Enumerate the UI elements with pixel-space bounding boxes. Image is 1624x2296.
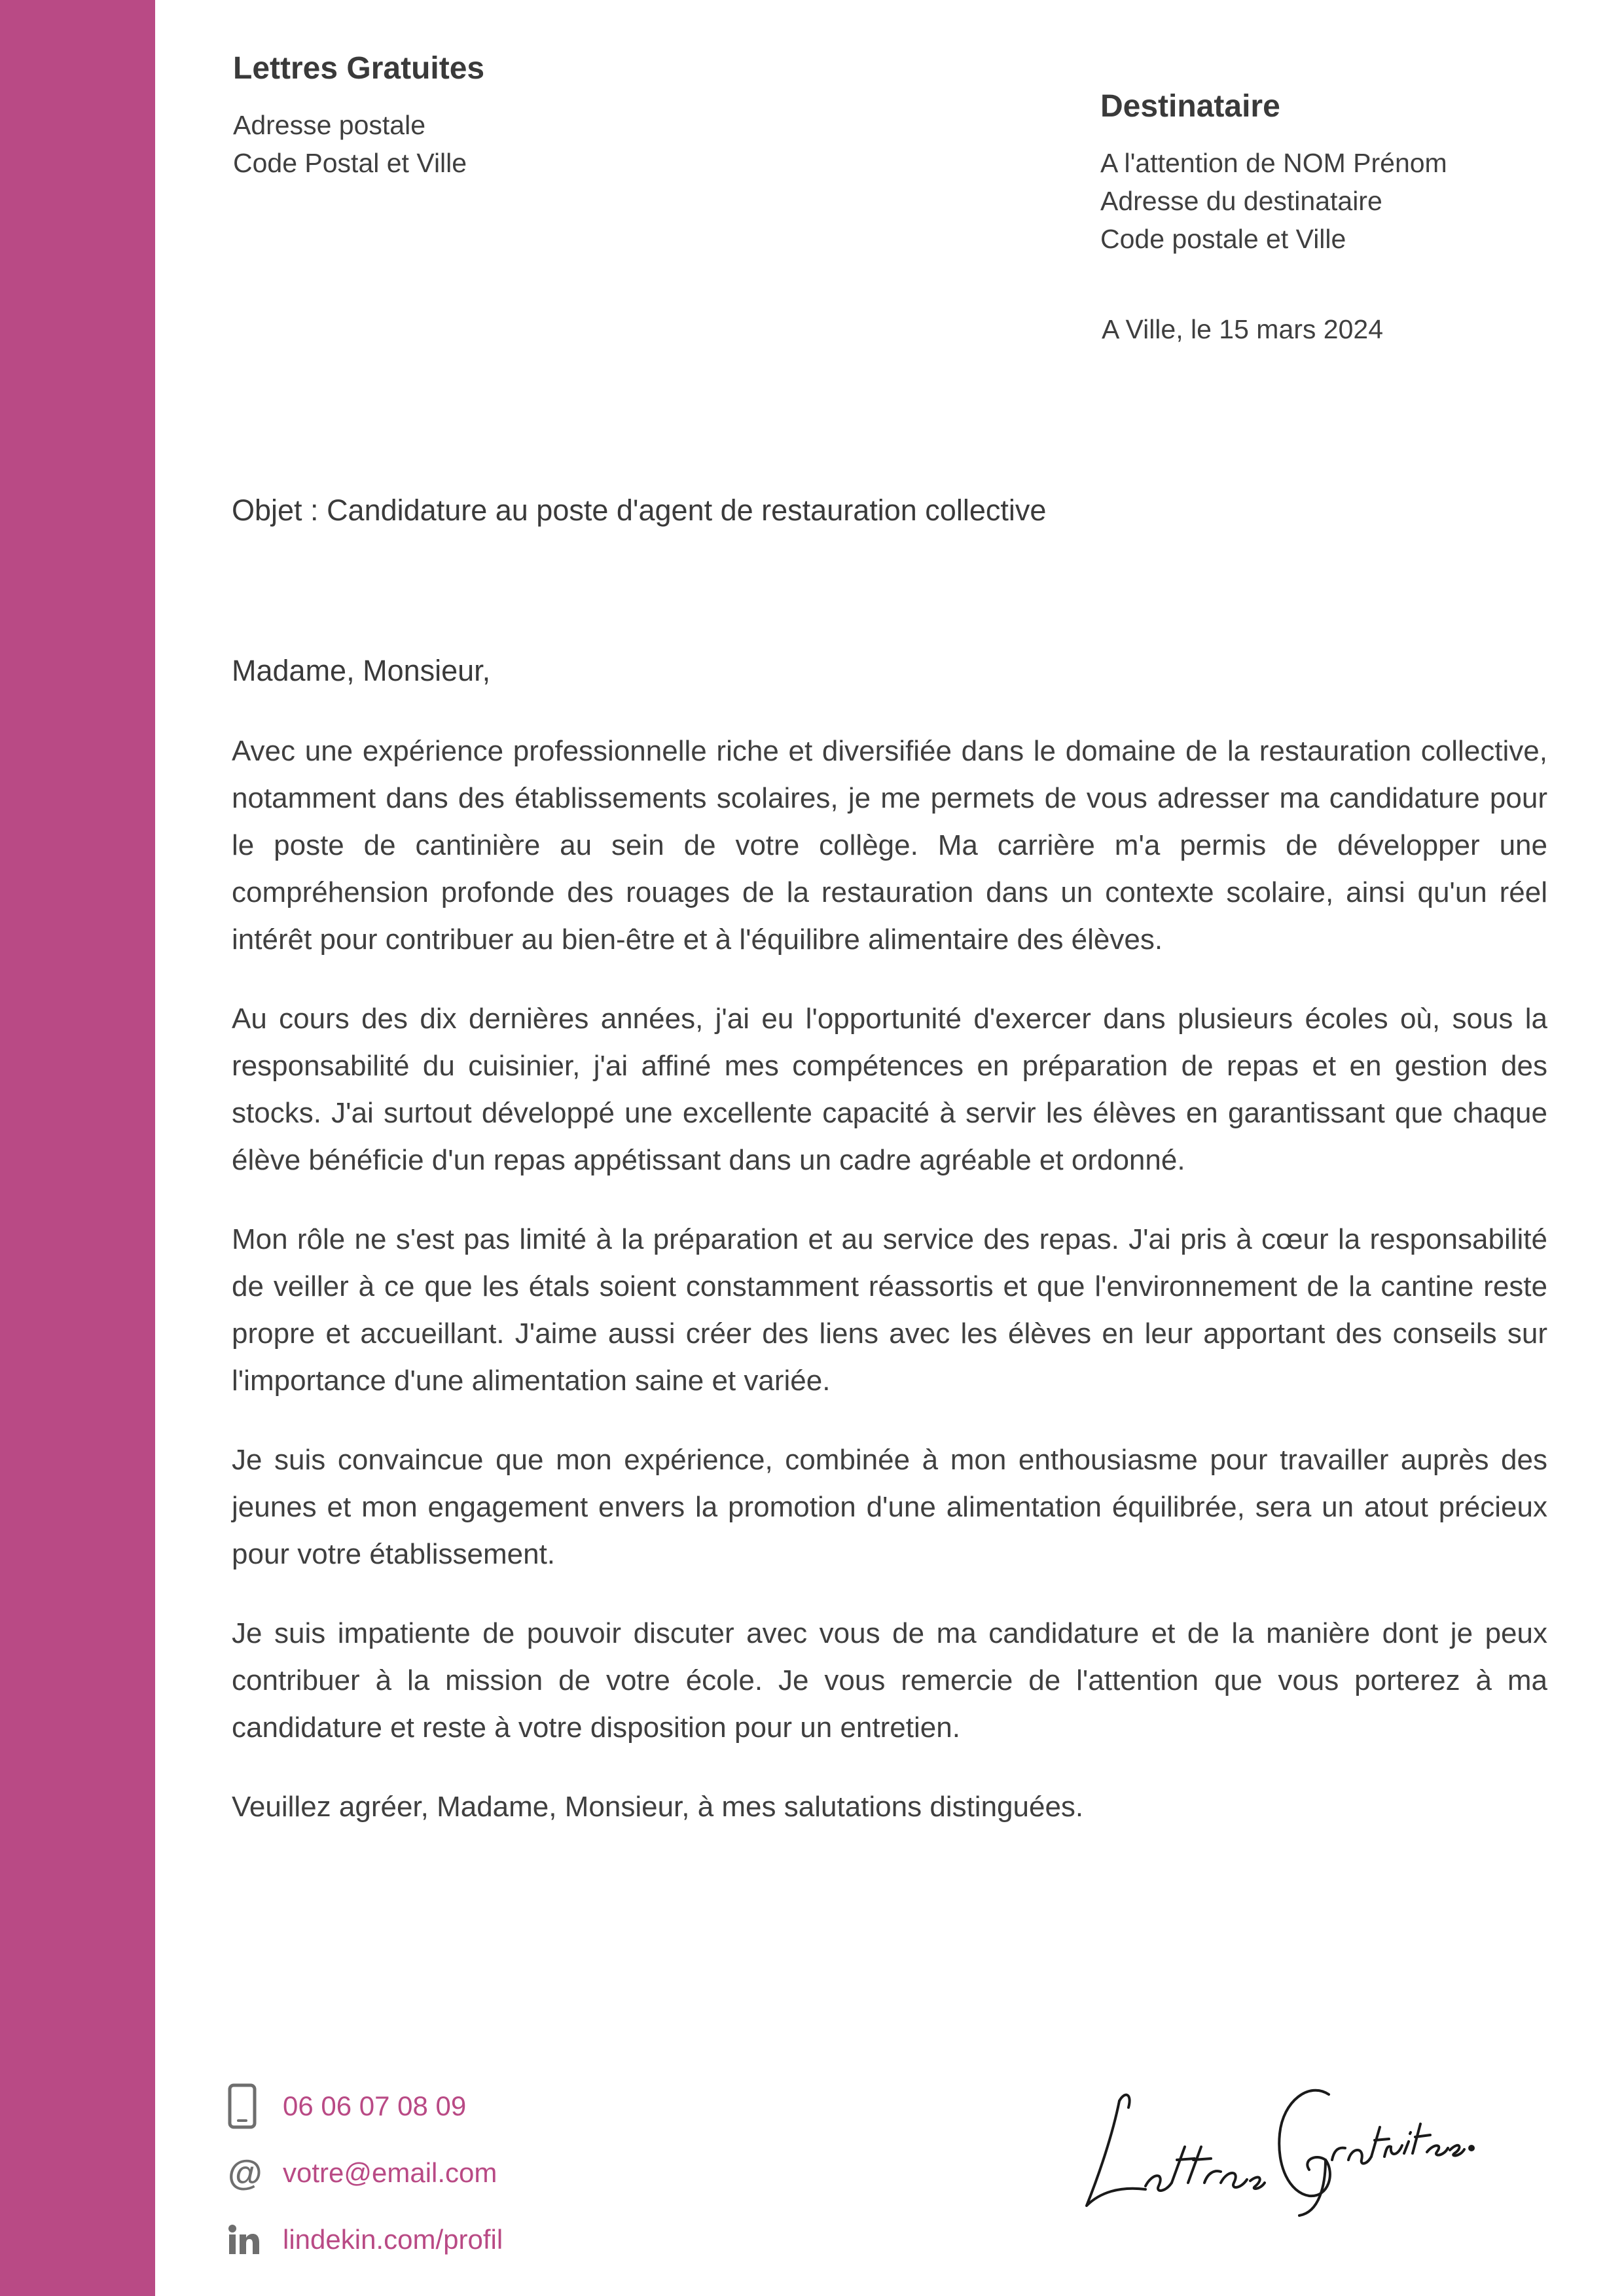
body-paragraph-2: Au cours des dix dernières années, j'ai eu l'opportunité d'exercer dans plusieurs écoles où, sous la responsabilité du cuisinier, j'ai affiné mes compétences en préparation de repas et en gestion des stocks. J'ai surtout développé une excellente capacité à servir les élèves en garantissant que chaque élève bénéficie d'un repas appétissant dans un cadre agréable et ordonné. <box>232 1003 1547 1176</box>
contact-block <box>228 2083 503 2283</box>
contact-phone-row <box>228 2083 503 2130</box>
smartphone-icon <box>228 2083 283 2130</box>
recipient-block <box>1100 84 1598 258</box>
sender-city: Code Postal et Ville <box>233 148 467 178</box>
at-sign-icon <box>228 2149 283 2197</box>
body-paragraph-3: Mon rôle ne s'est pas limité à la préparation et au service des repas. J'ai pris à cœur la responsabilité de veiller à ce que les étals soient constamment réassortis et que l'environnement de la cantine reste propre et accueillant. J'aime aussi créer des liens avec les élèves en leur apportant des conseils sur l'importance d'une alimentation saine et variée. <box>232 1223 1547 1397</box>
body-paragraph-1: Avec une expérience professionnelle riche et diversifiée dans le domaine de la restauration collective, notamment dans des établissements scolaires, je me permets de vous adresser ma candidature pour le poste de cantinière au sein de votre collège. Ma carrière m'a permis de développer une compréhension profonde des rouages de la restauration dans un contexte scolaire, ainsi qu'un réel intérêt pour contribuer au bien-être et à l'équilibre alimentaire des élèves. <box>232 735 1547 956</box>
contact-email[interactable]: votre@email.com <box>283 2157 497 2188</box>
letter-closing: Veuillez agréer, Madame, Monsieur, à mes salutations distinguées. <box>232 1791 1084 1823</box>
body-paragraph-5: Je suis impatiente de pouvoir discuter avec vous de ma candidature et de la manière dont je peux contribuer à la mission de votre école. Je vous remercie de l'attention que vous porterez à ma candidature et reste à votre disposition pour un entretien. <box>232 1617 1547 1744</box>
side-accent-band <box>0 0 155 2296</box>
recipient-city: Code postale et Ville <box>1100 224 1346 254</box>
letter-date: A Ville, le 15 mars 2024 <box>1102 314 1383 344</box>
recipient-address: Adresse du destinataire <box>1100 186 1382 216</box>
letter-body <box>232 728 1547 1831</box>
body-paragraph-4: Je suis convaincue que mon expérience, combinée à mon enthousiasme pour travailler auprès des jeunes et mon engagement envers la promotion d'une alimentation équilibrée, sera un atout précieux pour votre établissement. <box>232 1444 1547 1570</box>
recipient-attention: A l'attention de NOM Prénom <box>1100 148 1447 178</box>
linkedin-icon <box>228 2216 283 2263</box>
at-sign-glyph: @ <box>228 2153 262 2193</box>
contact-linkedin-row <box>228 2216 503 2263</box>
sender-block <box>233 46 822 182</box>
sender-address: Adresse postale <box>233 110 426 140</box>
letter-subject: Objet : Candidature au poste d'agent de restauration collective <box>232 493 1047 527</box>
contact-linkedin[interactable]: lindekin.com/profil <box>283 2224 503 2255</box>
letter-salutation: Madame, Monsieur, <box>232 654 491 687</box>
contact-email-row <box>228 2149 503 2197</box>
recipient-title: Destinataire <box>1100 89 1280 124</box>
sender-name: Lettres Gratuites <box>233 51 485 86</box>
contact-phone[interactable]: 06 06 07 08 09 <box>283 2090 467 2121</box>
handwritten-signature <box>1074 2062 1479 2219</box>
